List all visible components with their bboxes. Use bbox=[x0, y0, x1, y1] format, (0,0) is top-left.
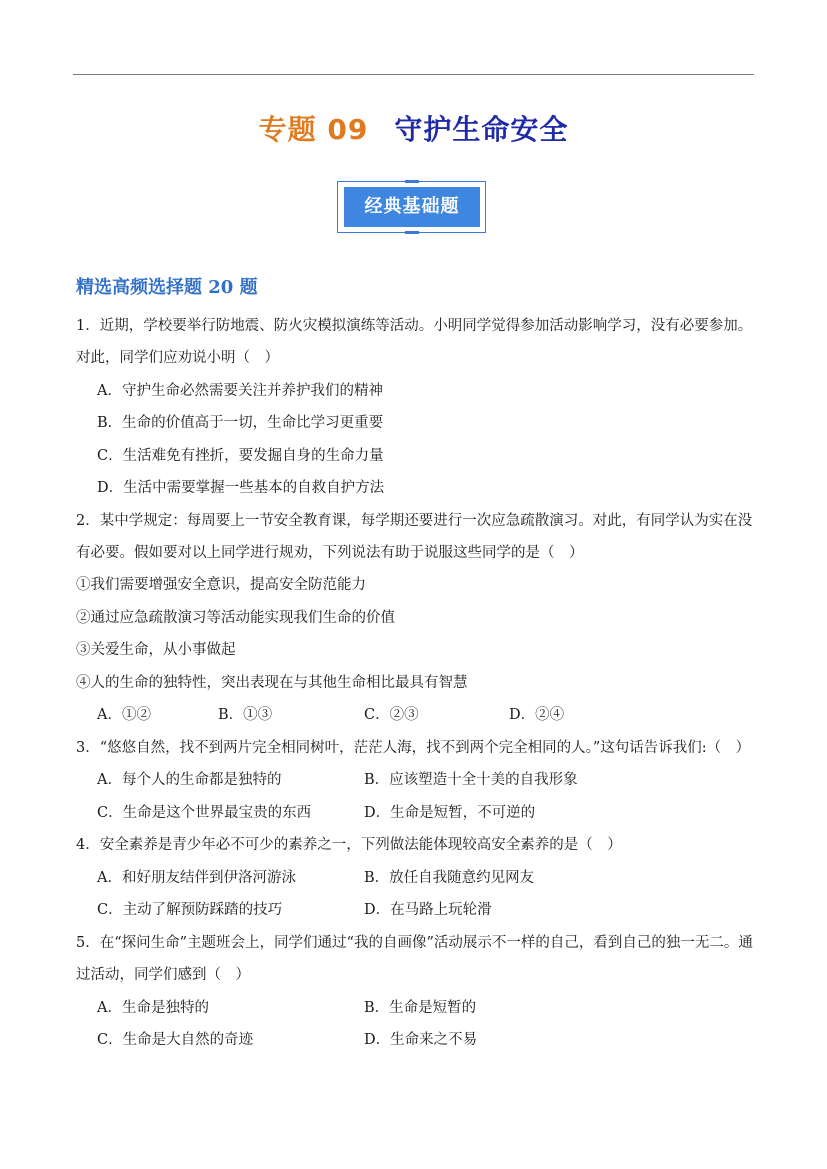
question-2-option-c: C．②③ bbox=[364, 707, 419, 723]
badge-container bbox=[337, 181, 488, 235]
question-5-stem-line-1: 5．在“探问生命”主题班会上，同学们通过“我的自画像”活动展示不一样的自己，看到自己的独一无二。通 bbox=[76, 935, 753, 951]
question-3-option-b: B．应该塑造十全十美的自我形象 bbox=[364, 772, 578, 788]
question-1-stem-line-1: 1．近期，学校要举行防地震、防火灾模拟演练等活动。小明同学觉得参加活动影响学习，没有必要参加。 bbox=[76, 318, 753, 334]
question-3-option-d: D．生命是短暂，不可逆的 bbox=[364, 805, 536, 821]
question-3-option-a: A．每个人的生命都是独特的 bbox=[97, 772, 282, 788]
question-4-stem-line-1: 4．安全素养是青少年必不可少的素养之一，下列做法能体现较高安全素养的是（ ） bbox=[76, 837, 622, 853]
badge-tick-bottom bbox=[405, 231, 419, 234]
question-4-option-b: B．放任自我随意约见网友 bbox=[364, 870, 535, 886]
question-2-statement-4: ④人的生命的独特性，突出表现在与其他生命相比最具有智慧 bbox=[76, 675, 468, 691]
question-1-stem-line-2: 对此，同学们应劝说小明（ ） bbox=[76, 350, 279, 366]
badge-tick-top bbox=[405, 180, 419, 183]
question-5-option-d: D．生命来之不易 bbox=[364, 1032, 478, 1048]
question-2-stem-line-2: 有必要。假如要对以上同学进行规劝，下列说法有助于说服这些同学的是（ ） bbox=[76, 545, 584, 561]
question-2-stem-line-1: 2．某中学规定：每周要上一节安全教育课，每学期还要进行一次应急疏散演习。对此，有同学认为实在没 bbox=[76, 513, 753, 529]
title-topic-number: 专题 09 bbox=[258, 113, 369, 146]
section-heading: 精选高频选择题 20 题 bbox=[76, 277, 258, 298]
question-3-option-c: C．生命是这个世界最宝贵的东西 bbox=[97, 805, 312, 821]
question-2-option-a: A．①② bbox=[97, 707, 151, 723]
question-5-option-a: A．生命是独特的 bbox=[97, 1000, 209, 1016]
question-5-option-b: B．生命是短暂的 bbox=[364, 1000, 477, 1016]
page-title bbox=[0, 108, 827, 148]
question-2-statement-2: ②通过应急疏散演习等活动能实现我们生命的价值 bbox=[76, 610, 395, 626]
category-badge: 经典基础题 bbox=[344, 187, 480, 227]
top-rule bbox=[73, 74, 754, 75]
question-1-option-a: A．守护生命必然需要关注并养护我们的精神 bbox=[97, 383, 383, 399]
question-5-option-c: C．生命是大自然的奇迹 bbox=[97, 1032, 254, 1048]
title-topic-name: 守护生命安全 bbox=[394, 113, 569, 146]
question-2-statement-1: ①我们需要增强安全意识，提高安全防范能力 bbox=[76, 577, 366, 593]
question-5-stem-line-2: 过活动，同学们感到（ ） bbox=[76, 967, 250, 983]
question-4-option-c: C．主动了解预防踩踏的技巧 bbox=[97, 902, 283, 918]
question-1-option-b: B．生命的价值高于一切，生命比学习更重要 bbox=[97, 415, 384, 431]
question-2-option-b: B．①③ bbox=[218, 707, 273, 723]
question-1-option-c: C．生活难免有挫折，要发掘自身的生命力量 bbox=[97, 448, 384, 464]
question-3-stem-line-1: 3．“悠悠自然，找不到两片完全相同树叶，茫茫人海，找不到两个完全相同的人。”这句话告诉我们:（ ） bbox=[76, 740, 751, 756]
question-2-option-d: D．②④ bbox=[509, 707, 565, 723]
question-1-option-d: D．生活中需要掌握一些基本的自救自护方法 bbox=[97, 480, 385, 496]
question-4-option-a: A．和好朋友结伴到伊洛河游泳 bbox=[97, 870, 296, 886]
question-4-option-d: D．在马路上玩轮滑 bbox=[364, 902, 492, 918]
question-2-statement-3: ③关爱生命，从小事做起 bbox=[76, 642, 236, 658]
